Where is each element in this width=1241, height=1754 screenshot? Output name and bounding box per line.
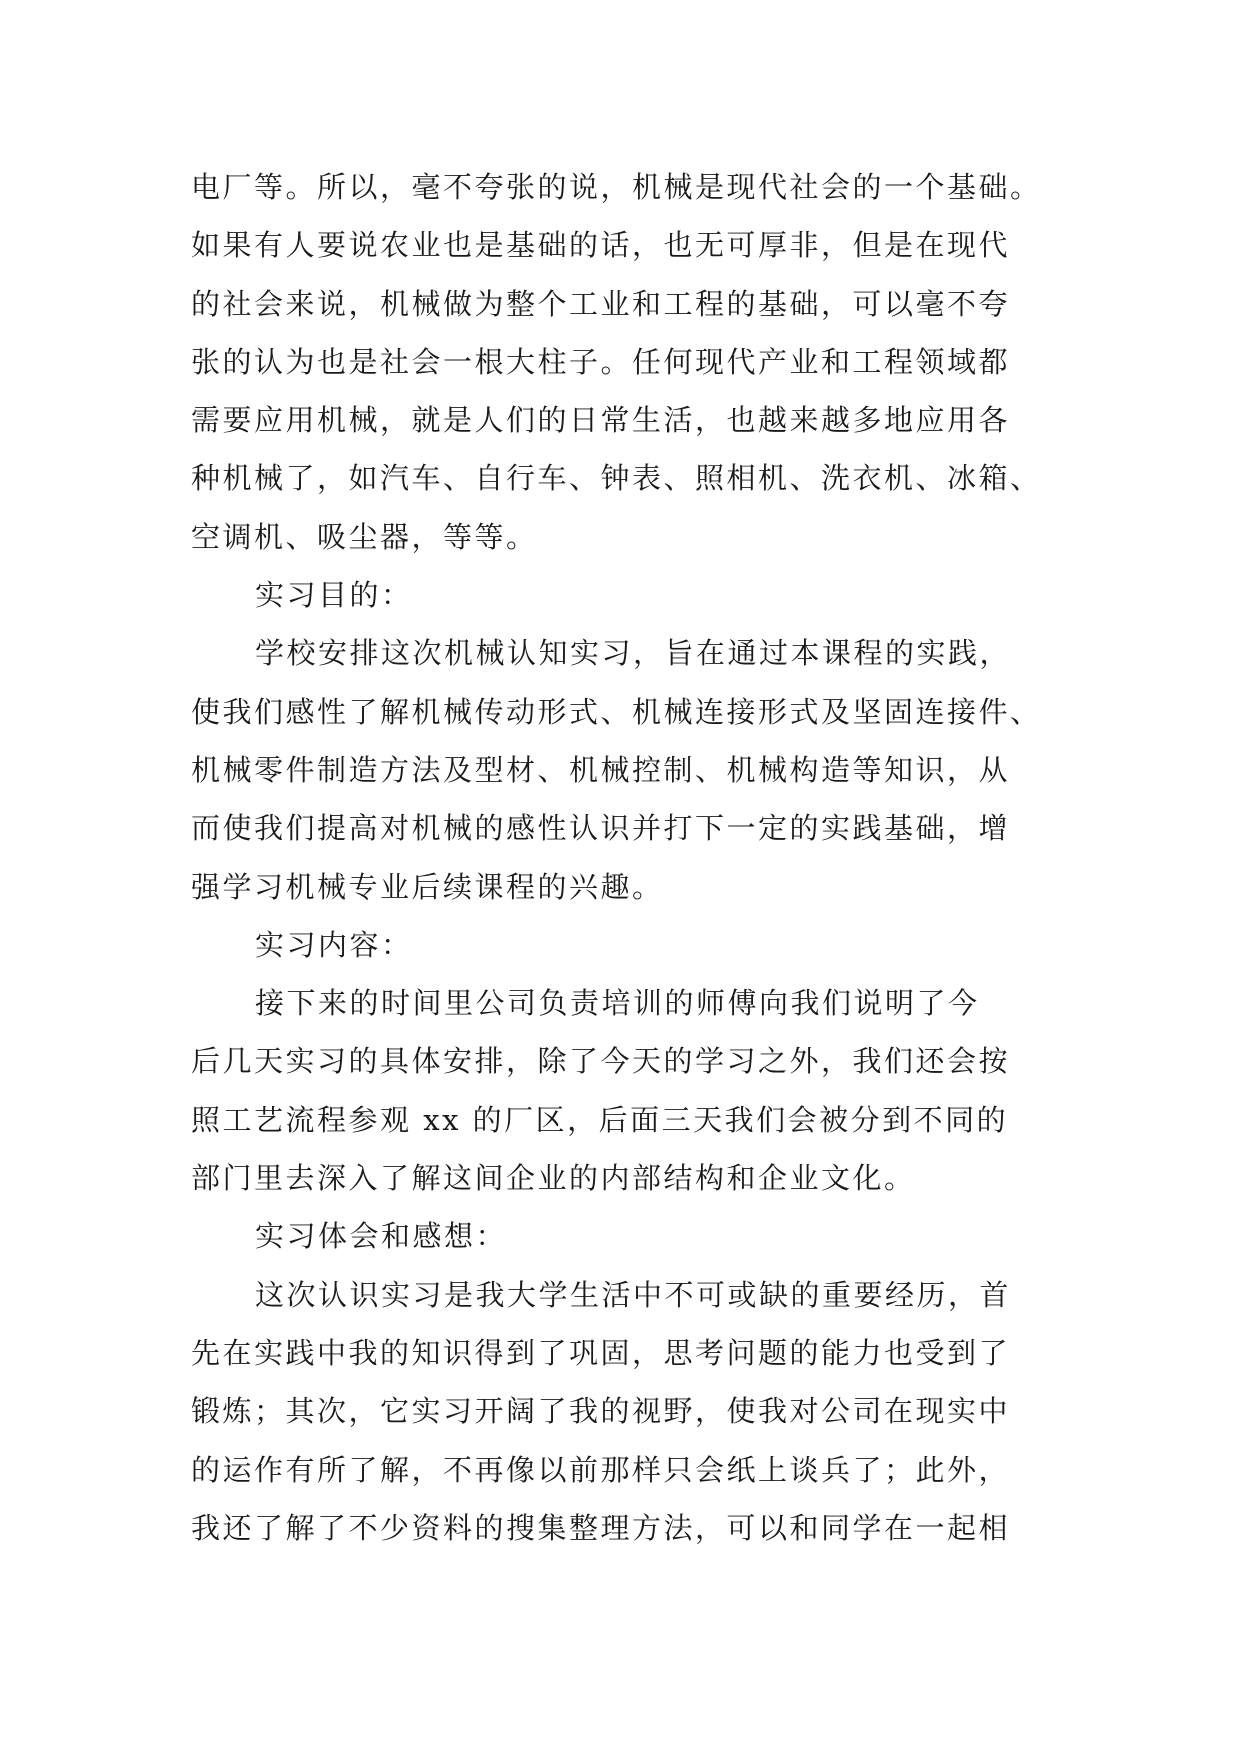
text-line: 锻炼；其次，它实习开阔了我的视野，使我对公司在现实中: [191, 1394, 1011, 1429]
text-line: 这次认识实习是我大学生活中不可或缺的重要经历，首: [255, 1277, 1012, 1312]
text-line: 机械零件制造方法及型材、机械控制、机械构造等知识，从: [191, 752, 1011, 787]
text-line: 我还了解了不少资料的搜集整理方法，可以和同学在一起相: [191, 1510, 1011, 1545]
text-line: 的运作有所了解，不再像以前那样只会纸上谈兵了；此外，: [191, 1452, 1011, 1487]
section-heading-content: 实习内容：: [255, 927, 413, 962]
section-heading-purpose: 实习目的：: [255, 578, 413, 613]
text-line: 需要应用机械，就是人们的日常生活，也越来越多地应用各: [191, 403, 1011, 438]
text-line: 部门里去深入了解这间企业的内部结构和企业文化。: [191, 1161, 916, 1196]
section-heading-reflection: 实习体会和感想：: [255, 1219, 508, 1254]
text-line: 张的认为也是社会一根大柱子。任何现代产业和工程领域都: [191, 344, 1011, 379]
text-line: 电厂等。所以，毫不夸张的说，机械是现代社会的一个基础。: [191, 170, 1042, 204]
text-line: 使我们感性了解机械传动形式、机械连接形式及坚固连接件、: [191, 694, 1042, 729]
text-line: 学校安排这次机械认知实习，旨在通过本课程的实践，: [255, 636, 1012, 671]
text-line: 接下来的时间里公司负责培训的师傅向我们说明了今: [255, 986, 980, 1021]
text-line: 如果有人要说农业也是基础的话，也无可厚非，但是在现代: [191, 228, 1011, 263]
document-body: [191, 158, 1061, 1557]
text-line: 的社会来说，机械做为整个工业和工程的基础，可以毫不夸: [191, 286, 1011, 321]
text-line: 后几天实习的具体安排，除了今天的学习之外，我们还会按: [191, 1044, 1011, 1079]
text-line: 种机械了，如汽车、自行车、钟表、照相机、洗衣机、冰箱、: [191, 461, 1042, 496]
text-line: 空调机、吸尘器，等等。: [191, 519, 538, 554]
text-line: 照工艺流程参观 xx 的厂区，后面三天我们会被分到不同的: [191, 1102, 1009, 1137]
text-line: 先在实践中我的知识得到了巩固，思考问题的能力也受到了: [191, 1335, 1011, 1370]
text-line: 强学习机械专业后续课程的兴趣。: [191, 869, 664, 904]
text-line: 而使我们提高对机械的感性认识并打下一定的实践基础，增: [191, 811, 1011, 846]
